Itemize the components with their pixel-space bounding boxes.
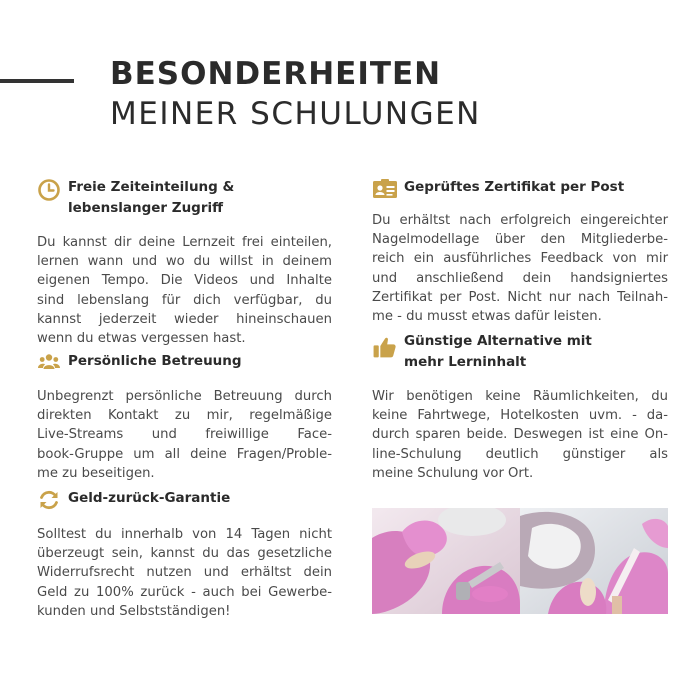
- block-title-betreuung: Persönliche Betreuung: [68, 353, 242, 369]
- text-line: me - du musst etwas dafür leisten.: [372, 309, 602, 325]
- block-title-zertifikat: Geprüftes Zertifikat per Post: [404, 179, 625, 195]
- text-line: me zu beseitigen.: [37, 465, 155, 481]
- page-title: BESONDERHEITEN: [110, 56, 442, 92]
- text-line: Zertifikat per Post. Nicht nur nach Teilnah-: [372, 289, 668, 305]
- block-title-alternative-line1: Günstige Alternative mit: [404, 333, 592, 349]
- decorative-rule: [0, 79, 74, 83]
- nail-training-photo-illustration: [372, 508, 668, 614]
- refresh-icon: [37, 488, 61, 512]
- page-subtitle: MEINER SCHULUNGEN: [110, 96, 481, 132]
- text-line: line-Schulung deutlich günstiger als: [372, 446, 668, 462]
- text-line: und anschließend dein handsigniertes: [372, 270, 668, 286]
- certificate-icon: [372, 177, 398, 201]
- block-text-zeit: [37, 233, 332, 348]
- text-line: eigenen Tempo. Die Videos und Inhalte: [37, 273, 332, 289]
- text-line: Geld zu 100% zurück - auch bei Gewerbe-: [37, 584, 332, 600]
- thumbs-up-icon: [372, 335, 397, 360]
- clock-icon: [37, 178, 61, 202]
- block-text-betreuung: [37, 387, 332, 483]
- text-line: lernen wann und wo du willst in deinem: [37, 254, 332, 270]
- text-line: kannst jederzeit wieder hineinschauen: [37, 311, 332, 327]
- text-line: Du kannst dir deine Lernzeit frei einteilen,: [37, 235, 332, 250]
- nail-training-photo: [372, 508, 668, 614]
- text-line: Unbegrenzt persönliche Betreuung durch: [37, 389, 332, 404]
- text-line: Nagelmodellage über den Mitgliederbe-: [372, 232, 668, 248]
- text-line: kunden und Selbstständigen!: [37, 603, 231, 619]
- block-title-alternative-line2: mehr Lerninhalt: [404, 354, 527, 370]
- block-text-alternative: [372, 387, 668, 483]
- text-line: Du erhältst nach erfolgreich eingereichter: [372, 213, 668, 228]
- text-line: Solltest du innerhalb von 14 Tagen nicht: [37, 527, 332, 542]
- text-line: Wir benötigen keine Räumlichkeiten, du: [372, 389, 668, 404]
- text-line: keine Fahrtwege, Hotelkosten uvm. - da-: [372, 408, 668, 424]
- text-line: wenn du etwas vergessen hast.: [37, 331, 246, 347]
- text-line: sind lebenslang für dich verfügbar, du: [37, 292, 332, 308]
- block-title-zeit-line2: lebenslanger Zugriff: [68, 200, 224, 216]
- block-text-garantie: [37, 525, 332, 621]
- text-line: meine Schulung vor Ort.: [372, 465, 534, 481]
- text-line: Widerrufsrecht nutzen und erhältst dein: [37, 565, 332, 581]
- group-icon: [37, 350, 61, 374]
- text-line: durch sparen beide. Deswegen ist eine On-: [372, 427, 668, 443]
- text-line: reich ein ausführliches Feedback von mir: [372, 251, 668, 267]
- text-line: direkten Kontakt zu mir, regelmäßige: [37, 408, 332, 424]
- block-text-zertifikat: [372, 211, 668, 326]
- block-title-zeit-line1: Freie Zeiteinteilung &: [68, 179, 235, 195]
- block-title-garantie: Geld-zurück-Garantie: [68, 490, 231, 506]
- text-line: Live-Streams und freiwillige Face-: [37, 427, 332, 443]
- text-line: book-Gruppe um all deine Fragen/Proble-: [37, 446, 332, 462]
- text-line: überzeugt sein, kannst du das gesetzliche: [37, 546, 332, 562]
